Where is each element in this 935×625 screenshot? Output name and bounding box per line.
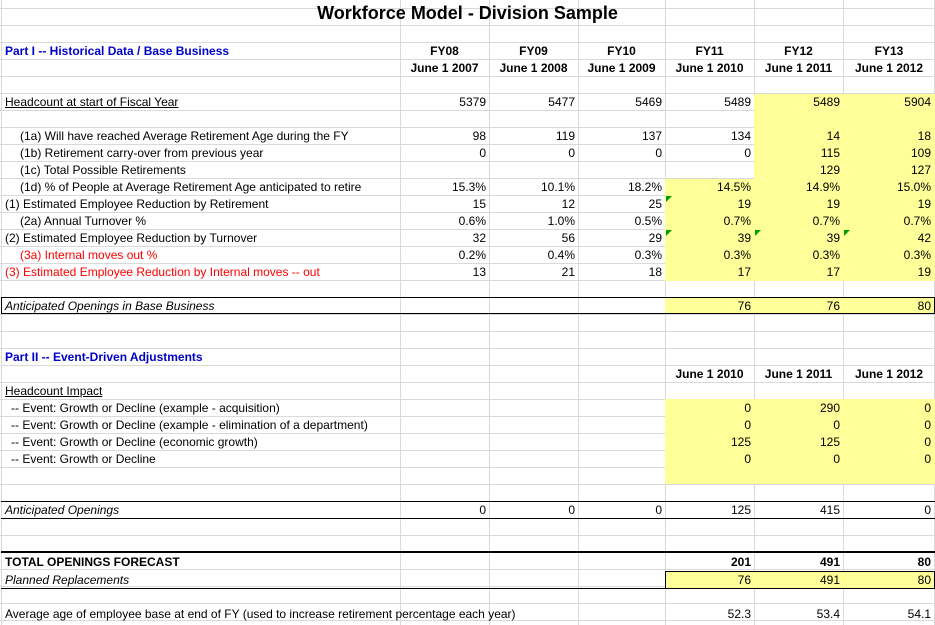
date-label[interactable]: June 1 2012: [854, 61, 924, 75]
data-cell[interactable]: [665, 162, 751, 178]
data-cell[interactable]: 119: [555, 129, 575, 143]
row-label[interactable]: (2a) Annual Turnover %: [20, 214, 147, 228]
date-label[interactable]: June 1 2009: [587, 61, 656, 75]
data-cell[interactable]: 0.3%: [634, 248, 662, 262]
data-cell[interactable]: 0.7%: [903, 214, 931, 228]
row-label[interactable]: (1) Estimated Employee Reduction by Retirement: [5, 197, 269, 211]
headcount-cell[interactable]: 5904: [904, 95, 931, 109]
data-cell[interactable]: 0.4%: [547, 248, 575, 262]
data-cell[interactable]: 129: [819, 163, 840, 177]
grid-row-line: [0, 25, 935, 26]
data-cell[interactable]: 25: [648, 197, 662, 211]
openings-cell[interactable]: 415: [819, 503, 840, 517]
openings-base-cell[interactable]: 76: [737, 299, 751, 313]
replacements-cell[interactable]: 491: [819, 573, 840, 587]
data-cell[interactable]: 1.0%: [547, 214, 575, 228]
event-cell[interactable]: 0: [833, 452, 840, 466]
data-cell[interactable]: 39: [826, 231, 840, 245]
part1-heading[interactable]: Part I -- Historical Data / Base Business: [5, 44, 230, 58]
grid-row-line: [0, 484, 935, 485]
headcount-cell[interactable]: 5489: [813, 95, 840, 109]
data-cell[interactable]: 127: [910, 163, 931, 177]
event-cell[interactable]: 0: [924, 435, 931, 449]
row-label[interactable]: (1b) Retirement carry-over from previous year: [20, 146, 264, 160]
data-cell[interactable]: 0.3%: [812, 248, 840, 262]
openings-cell[interactable]: 125: [730, 503, 751, 517]
data-cell[interactable]: 98: [472, 129, 486, 143]
event-cell[interactable]: 125: [819, 435, 840, 449]
data-cell[interactable]: 14.9%: [805, 180, 840, 194]
total-forecast-cell[interactable]: 201: [730, 555, 751, 569]
data-cell[interactable]: 39: [737, 231, 751, 245]
grid-row-line: [0, 603, 935, 604]
total-forecast-cell[interactable]: 80: [917, 555, 931, 569]
data-cell[interactable]: 13: [472, 265, 486, 279]
openings-base-label[interactable]: Anticipated Openings in Base Business: [5, 299, 215, 313]
data-cell[interactable]: [578, 162, 662, 178]
event-cell[interactable]: 0: [744, 452, 751, 466]
grid-row-line: [0, 535, 935, 536]
data-cell[interactable]: 19: [826, 197, 840, 211]
avg-age-cell[interactable]: 52.3: [727, 607, 751, 621]
date-label[interactable]: June 1 2008: [499, 61, 568, 75]
fy-label[interactable]: FY08: [430, 44, 459, 58]
grid-row-line: [0, 76, 935, 77]
data-cell[interactable]: 18: [648, 265, 662, 279]
event-cell[interactable]: 0: [744, 418, 751, 432]
data-cell[interactable]: [489, 162, 575, 178]
data-cell[interactable]: 21: [561, 265, 575, 279]
openings-divider: [1, 518, 935, 519]
data-cell[interactable]: 0.7%: [812, 214, 840, 228]
data-cell[interactable]: 137: [641, 129, 662, 143]
event-cell[interactable]: 0: [744, 401, 751, 415]
formula-warning-icon[interactable]: [666, 230, 672, 236]
event-label[interactable]: -- Event: Growth or Decline (example - elimination of a department): [11, 418, 368, 432]
total-forecast-label[interactable]: TOTAL OPENINGS FORECAST: [5, 555, 180, 569]
data-cell[interactable]: 29: [648, 231, 662, 245]
total-forecast-cell[interactable]: 491: [819, 555, 840, 569]
part2-date-label[interactable]: June 1 2010: [675, 367, 744, 381]
data-cell[interactable]: 0.2%: [458, 248, 486, 262]
openings-cell[interactable]: 0: [924, 503, 931, 517]
data-cell[interactable]: 42: [917, 231, 931, 245]
openings-base-cell[interactable]: 76: [826, 299, 840, 313]
data-cell[interactable]: 18.2%: [627, 180, 662, 194]
headcount-cell[interactable]: 5489: [724, 95, 751, 109]
data-cell[interactable]: 17: [737, 265, 751, 279]
event-label[interactable]: -- Event: Growth or Decline: [11, 452, 156, 466]
data-cell[interactable]: 0.6%: [458, 214, 486, 228]
data-cell[interactable]: 56: [561, 231, 575, 245]
part2-date-label[interactable]: June 1 2012: [854, 367, 924, 381]
grid-row-line: [0, 331, 935, 332]
openings-cell[interactable]: 0: [479, 503, 486, 517]
date-label[interactable]: June 1 2011: [764, 61, 833, 75]
data-cell[interactable]: 0.3%: [723, 248, 751, 262]
data-cell[interactable]: 14.5%: [716, 180, 751, 194]
date-label[interactable]: June 1 2010: [675, 61, 744, 75]
data-cell[interactable]: 0: [568, 146, 575, 160]
data-cell[interactable]: 10.1%: [540, 180, 575, 194]
data-cell[interactable]: 14: [826, 129, 840, 143]
fy-label[interactable]: FY11: [695, 44, 724, 58]
event-cell[interactable]: 0: [924, 401, 931, 415]
data-cell[interactable]: 12: [561, 197, 575, 211]
data-cell[interactable]: 0.5%: [634, 214, 662, 228]
event-label[interactable]: -- Event: Growth or Decline (economic growth): [11, 435, 258, 449]
formula-warning-icon[interactable]: [755, 230, 761, 236]
replacements-cell[interactable]: 80: [917, 573, 931, 587]
data-cell[interactable]: 134: [730, 129, 751, 143]
data-cell[interactable]: [400, 162, 486, 178]
data-cell[interactable]: 0.3%: [903, 248, 931, 262]
headcount-cell[interactable]: 5379: [459, 95, 486, 109]
headcount-label[interactable]: Headcount at start of Fiscal Year: [5, 95, 179, 109]
fy-label[interactable]: FY13: [874, 44, 904, 58]
data-cell[interactable]: 19: [917, 197, 931, 211]
data-cell[interactable]: 115: [820, 146, 840, 160]
fy-label[interactable]: FY10: [607, 44, 636, 58]
openings-label[interactable]: Anticipated Openings: [5, 503, 120, 517]
data-cell[interactable]: 17: [826, 265, 840, 279]
event-cell[interactable]: 0: [924, 418, 931, 432]
event-cell[interactable]: 290: [819, 401, 840, 415]
grid-row-line: [0, 314, 935, 315]
data-cell[interactable]: 0: [744, 146, 751, 160]
openings-cell[interactable]: 0: [655, 503, 662, 517]
data-cell[interactable]: 0: [479, 146, 486, 160]
data-cell[interactable]: 15.0%: [896, 180, 931, 194]
headcount-cell[interactable]: 5469: [635, 95, 662, 109]
data-cell[interactable]: 15.3%: [451, 180, 486, 194]
row-label[interactable]: (1c) Total Possible Retirements: [20, 163, 186, 177]
data-cell[interactable]: 0.7%: [723, 214, 751, 228]
replacements-label[interactable]: Planned Replacements: [5, 573, 130, 587]
row-label[interactable]: (1d) % of People at Average Retirement Age anticipated to retire: [20, 180, 362, 194]
headcount-cell[interactable]: 5477: [548, 95, 575, 109]
part2-heading[interactable]: Part II -- Event-Driven Adjustments: [5, 350, 203, 364]
formula-warning-icon[interactable]: [844, 230, 850, 236]
event-cell[interactable]: 125: [730, 435, 751, 449]
event-cell[interactable]: 0: [924, 452, 931, 466]
openings-cell[interactable]: 0: [568, 503, 575, 517]
data-cell[interactable]: 109: [910, 146, 931, 160]
row-label[interactable]: (2) Estimated Employee Reduction by Turnover: [5, 231, 258, 245]
total-divider: [1, 551, 935, 553]
grid-row-line: [0, 382, 935, 383]
replacements-cell[interactable]: 76: [737, 573, 751, 587]
openings-base-cell[interactable]: 80: [917, 299, 931, 313]
avg-age-label[interactable]: Average age of employee base at end of FY (used to increase retirement percentage each year): [5, 607, 516, 621]
sheet-title: Workforce Model - Division Sample: [317, 3, 618, 23]
fy-label[interactable]: FY09: [519, 44, 548, 58]
row-label[interactable]: (3a) Internal moves out %: [20, 248, 158, 262]
data-cell[interactable]: 18: [917, 129, 931, 143]
data-cell[interactable]: 15: [472, 197, 486, 211]
fy-label[interactable]: FY12: [784, 44, 813, 58]
data-cell[interactable]: 19: [737, 197, 751, 211]
data-cell[interactable]: 0: [655, 146, 662, 160]
row-label[interactable]: (1a) Will have reached Average Retirement Age during the FY: [20, 129, 349, 143]
formula-warning-icon[interactable]: [666, 196, 672, 202]
part2-date-label[interactable]: June 1 2011: [764, 367, 833, 381]
avg-age-cell[interactable]: 54.1: [907, 607, 931, 621]
date-label[interactable]: June 1 2007: [410, 61, 479, 75]
data-cell[interactable]: 32: [472, 231, 486, 245]
headcount-impact-label[interactable]: Headcount Impact: [5, 384, 103, 398]
data-cell[interactable]: 19: [917, 265, 931, 279]
event-cell[interactable]: 0: [833, 418, 840, 432]
event-label[interactable]: -- Event: Growth or Decline (example - acquisition): [11, 401, 280, 415]
avg-age-cell[interactable]: 53.4: [816, 607, 840, 621]
row-label[interactable]: (3) Estimated Employee Reduction by Internal moves -- out: [5, 265, 320, 279]
